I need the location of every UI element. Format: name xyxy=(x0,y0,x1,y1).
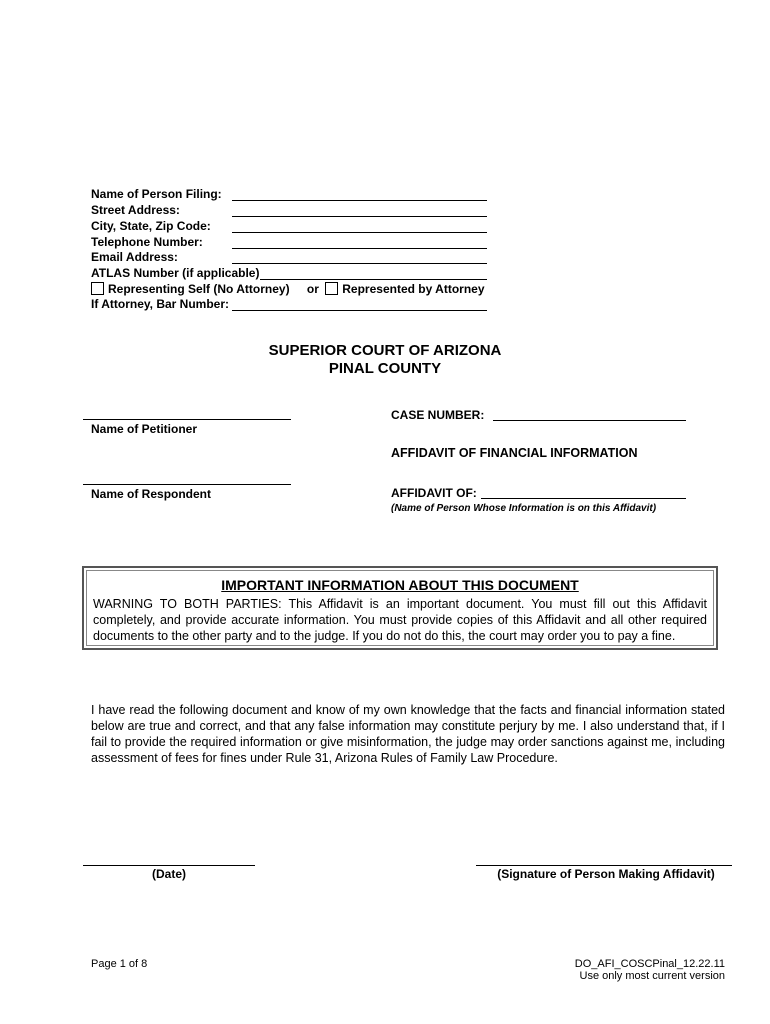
date-field[interactable] xyxy=(83,850,255,864)
court-name: SUPERIOR COURT OF ARIZONA xyxy=(268,342,502,359)
document-title: AFFIDAVIT OF FINANCIAL INFORMATION xyxy=(391,446,638,460)
warning-text: WARNING TO BOTH PARTIES: This Affidavit is an important document. You must fill out this Affidavit completely, and provide accurate information. You must provide copies of this Affidavit and all other required documents to the other party and to the judge. If you do not do this, the court may order you to pay a fine. xyxy=(93,597,707,643)
petitioner-line xyxy=(83,419,291,420)
atlas-number-field[interactable] xyxy=(260,265,487,279)
email-address-line xyxy=(232,263,487,264)
signature-field[interactable] xyxy=(476,850,732,864)
represented-by-attorney-checkbox[interactable] xyxy=(325,282,338,295)
respondent-field[interactable] xyxy=(83,470,291,484)
street-address-label: Street Address: xyxy=(91,203,180,217)
representation-row xyxy=(91,282,485,297)
petitioner-field[interactable] xyxy=(83,405,291,419)
city-state-zip-line xyxy=(232,232,487,233)
warning-box-inner xyxy=(86,570,714,646)
warning-title: IMPORTANT INFORMATION ABOUT THIS DOCUMENT xyxy=(221,577,579,593)
date-label: (Date) xyxy=(151,867,186,881)
atlas-number-label: ATLAS Number (if applicable) xyxy=(91,266,260,280)
atlas-number-line xyxy=(260,279,487,280)
representing-self-checkbox[interactable] xyxy=(91,282,104,295)
telephone-number-field[interactable] xyxy=(232,234,487,248)
respondent-line xyxy=(83,484,291,485)
bar-number-label: If Attorney, Bar Number: xyxy=(91,297,230,311)
respondent-label: Name of Respondent xyxy=(91,487,212,501)
affidavit-of-label: AFFIDAVIT OF: xyxy=(391,486,477,500)
form-id: DO_AFI_COSCPinal_12.22.11 xyxy=(574,958,725,970)
case-number-field[interactable] xyxy=(493,406,686,420)
date-line xyxy=(83,865,255,866)
street-address-line xyxy=(232,216,487,217)
version-note: Use only most current version xyxy=(579,970,725,982)
name-of-person-filing-label: Name of Person Filing: xyxy=(91,187,222,201)
or-label: or xyxy=(306,282,319,296)
name-of-person-filing-line xyxy=(232,200,487,201)
represented-by-attorney-label: Represented by Attorney xyxy=(342,282,485,296)
case-number-line xyxy=(493,420,686,421)
bar-number-field[interactable] xyxy=(232,296,487,310)
affidavit-statement: I have read the following document and know of my own knowledge that the facts and financial information stated below are true and correct, and that any false information may constitute perjury by me. I also understand that, if I fail to provide the required information or give misinformation, the judge may order sanctions against me, including assessment of fees for fines under Rule 31, Arizona Rules of Family Law Procedure. xyxy=(91,703,725,765)
petitioner-label: Name of Petitioner xyxy=(91,422,198,436)
signature-label: (Signature of Person Making Affidavit) xyxy=(497,867,715,881)
city-state-zip-field[interactable] xyxy=(232,218,487,232)
name-of-person-filing-field[interactable] xyxy=(232,186,487,200)
email-address-label: Email Address: xyxy=(91,250,178,264)
signature-line xyxy=(476,865,732,866)
representing-self-label: Representing Self (No Attorney) xyxy=(108,282,290,296)
telephone-number-label: Telephone Number: xyxy=(91,235,203,249)
page-number: Page 1 of 8 xyxy=(91,958,148,970)
affidavit-of-line xyxy=(481,498,686,499)
street-address-field[interactable] xyxy=(232,202,487,216)
case-number-label: CASE NUMBER: xyxy=(391,408,485,422)
affidavit-of-note: (Name of Person Whose Information is on this Affidavit) xyxy=(391,503,657,514)
affidavit-of-field[interactable] xyxy=(481,484,686,498)
bar-number-line xyxy=(232,310,487,311)
warning-box xyxy=(82,566,718,650)
county-name: PINAL COUNTY xyxy=(328,360,442,377)
city-state-zip-label: City, State, Zip Code: xyxy=(91,219,211,233)
email-address-field[interactable] xyxy=(232,249,487,263)
